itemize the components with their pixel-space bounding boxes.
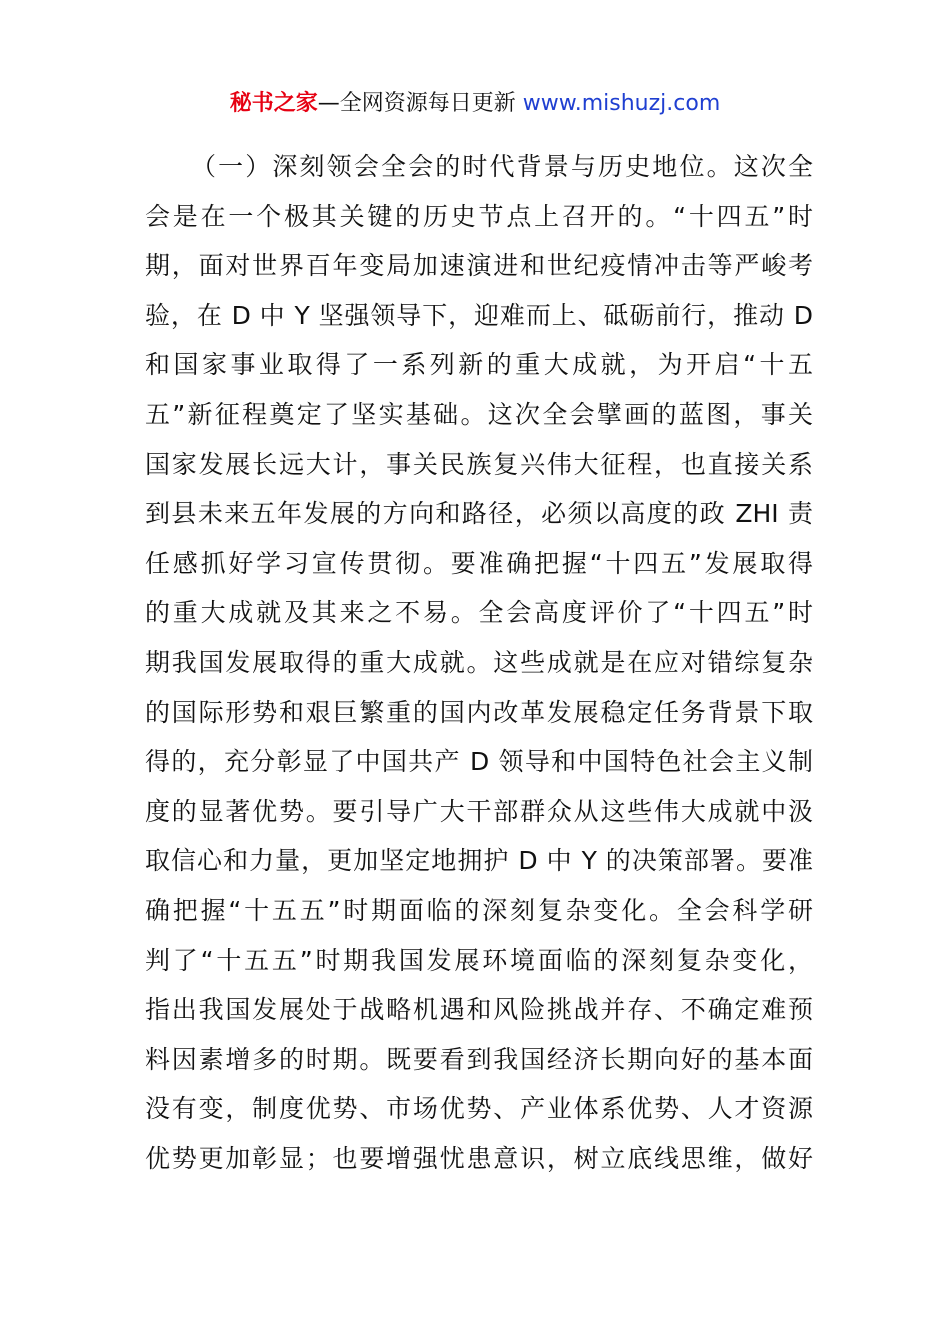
paragraph-line: 期我国发展取得的重大成就。这些成就是在应对错综复杂: [145, 647, 813, 677]
paragraph-line: 国家发展长远大计，事关民族复兴伟大征程，也直接关系: [145, 449, 813, 479]
paragraph-line: 任感抓好学习宣传贯彻。要准确把握“十四五”发展取得: [145, 548, 813, 578]
paragraph-line: 料因素增多的时期。既要看到我国经济长期向好的基本面: [145, 1044, 813, 1074]
paragraph-line: 五”新征程奠定了坚实基础。这次全会擘画的蓝图，事关: [145, 399, 813, 429]
paragraph-line: 取信心和力量，更加坚定地拥护 D 中 Y 的决策部署。要准: [145, 846, 813, 876]
site-url-link[interactable]: www.mishuzj.com: [522, 91, 721, 116]
document-body: [145, 142, 813, 1183]
paragraph-line: 的国际形势和艰巨繁重的国内改革发展稳定任务背景下取: [145, 697, 813, 727]
paragraph-line: 没有变，制度优势、市场优势、产业体系优势、人才资源: [145, 1094, 813, 1124]
paragraph-line: 验，在 D 中 Y 坚强领导下，迎难而上、砥砺前行，推动 D: [145, 300, 813, 330]
paragraph-line: 优势更加彰显；也要增强忧患意识，树立底线思维，做好: [145, 1143, 813, 1173]
paragraph-line: 判了“十五五”时期我国发展环境面临的深刻复杂变化，: [145, 945, 813, 975]
site-brand: 秘书之家: [229, 91, 318, 116]
paragraph-line: 得的，充分彰显了中国共产 D 领导和中国特色社会主义制: [145, 747, 813, 777]
paragraph-line: 和国家事业取得了一系列新的重大成就，为开启“十五: [145, 350, 813, 380]
site-tagline: —全网资源每日更新: [317, 91, 523, 116]
paragraph-line: （一）深刻领会全会的时代背景与历史地位。这次全: [191, 152, 813, 181]
paragraph-line: 指出我国发展处于战略机遇和风险挑战并存、不确定难预: [145, 995, 813, 1025]
site-header: [0, 88, 950, 120]
paragraph-line: 会是在一个极其关键的历史节点上召开的。“十四五”时: [145, 201, 813, 231]
paragraph-line: 度的显著优势。要引导广大干部群众从这些伟大成就中汲: [145, 796, 813, 826]
paragraph-line: 期，面对世界百年变局加速演进和世纪疫情冲击等严峻考: [145, 251, 813, 281]
paragraph-line: 确把握“十五五”时期面临的深刻复杂变化。全会科学研: [145, 895, 813, 925]
paragraph-line: 的重大成就及其来之不易。全会高度评价了“十四五”时: [145, 598, 813, 628]
paragraph-line: 到县未来五年发展的方向和路径，必须以高度的政 ZHI 责: [145, 499, 813, 529]
